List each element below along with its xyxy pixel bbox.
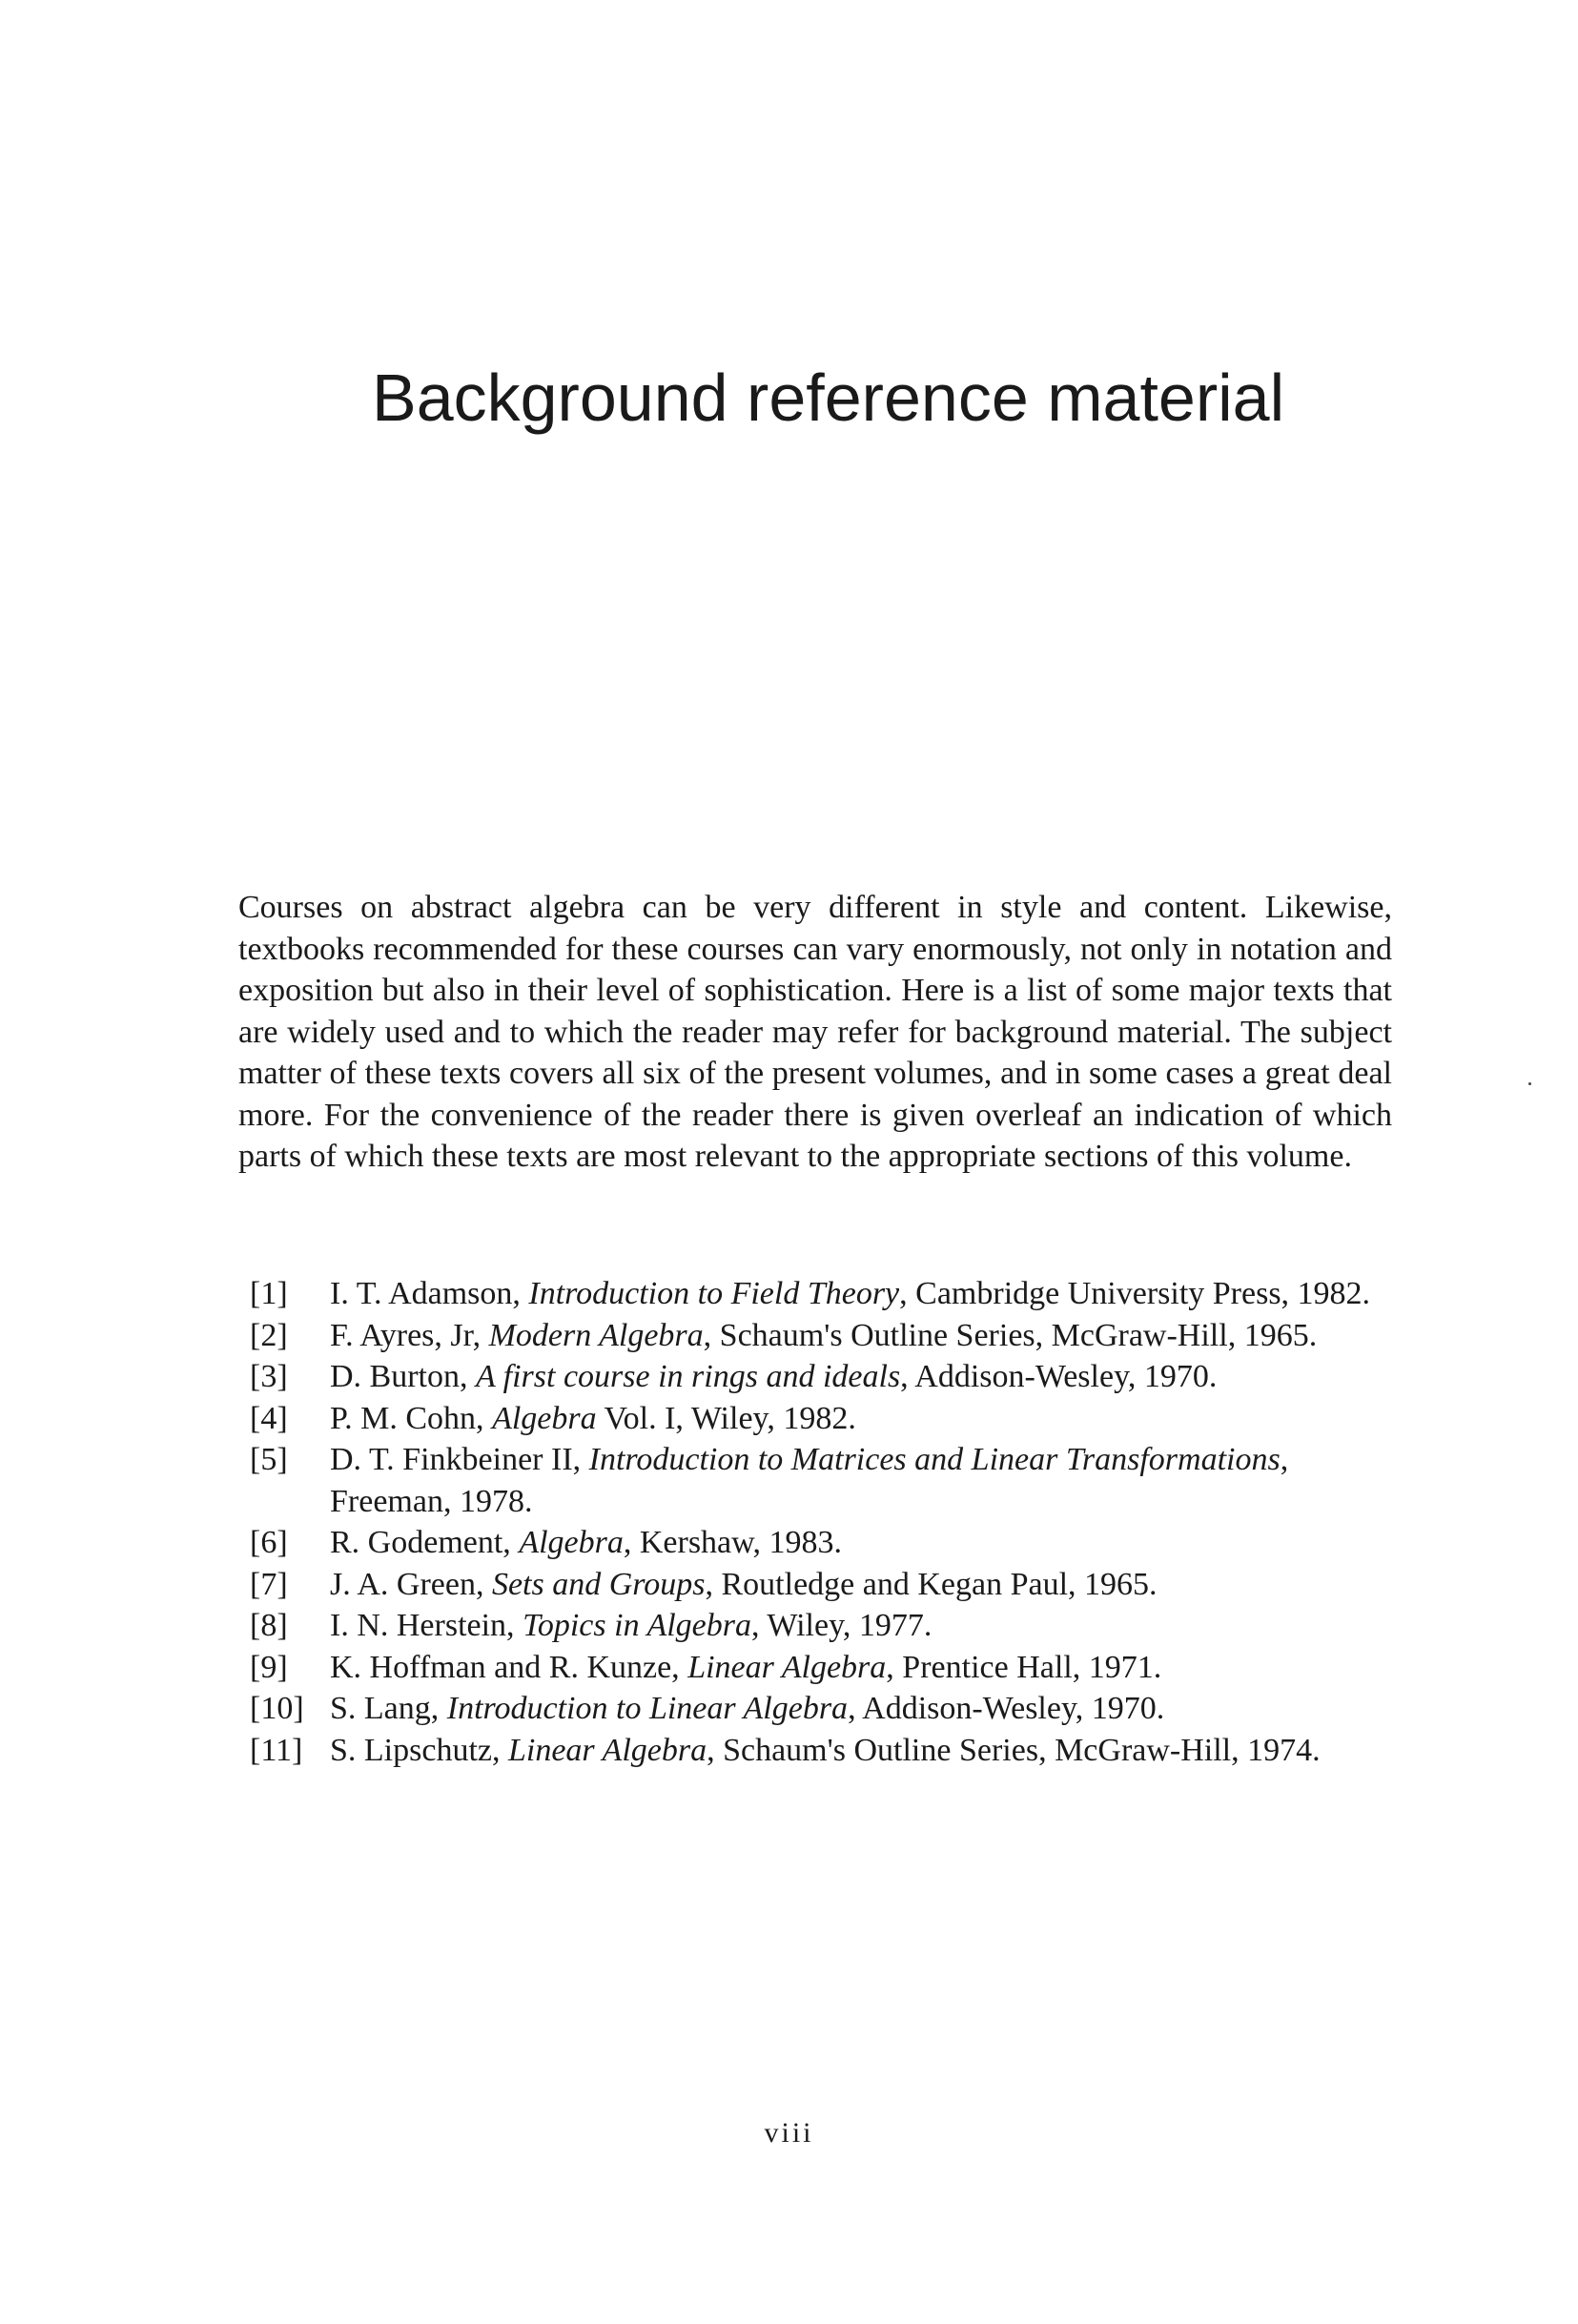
reference-author: S. Lang, [330,1691,447,1726]
reference-publisher: Vol. I, Wiley, 1982. [596,1400,856,1436]
reference-publisher: , Cambridge University Press, 1982. [899,1276,1371,1311]
reference-number: [9] [250,1649,288,1685]
reference-item [250,1356,1394,1398]
reference-author: D. T. Finkbeiner II, [330,1442,589,1477]
reference-item [250,1273,1394,1315]
reference-author: S. Lipschutz, [330,1732,508,1768]
reference-item [250,1398,1394,1440]
reference-publisher: , Addison-Wesley, 1970. [900,1359,1218,1394]
reference-item [250,1315,1394,1357]
reference-item [250,1564,1394,1606]
reference-number: [8] [250,1608,288,1643]
reference-author: R. Godement, [330,1525,520,1560]
reference-title: Sets and Groups [491,1566,706,1602]
reference-author: I. T. Adamson, [330,1276,529,1311]
scan-speck [1528,1082,1531,1085]
reference-list [250,1273,1394,1771]
reference-item [250,1730,1394,1772]
reference-title: Introduction to Linear Algebra [446,1691,849,1726]
reference-number: [7] [250,1566,288,1602]
reference-author: D. Burton, [330,1359,476,1394]
page-title: Background reference material [372,360,1285,435]
page-number: viii [764,2117,814,2149]
reference-author: P. M. Cohn, [330,1400,493,1436]
reference-item [250,1647,1394,1689]
reference-item [250,1522,1394,1564]
reference-item [250,1688,1394,1730]
reference-title: Linear Algebra [687,1649,887,1685]
reference-publisher: , Prentice Hall, 1971. [886,1649,1162,1685]
reference-title: Topics in Algebra [523,1608,751,1643]
reference-author: J. A. Green, [330,1566,492,1602]
reference-publisher: , Schaum's Outline Series, McGraw-Hill, 1974. [707,1732,1321,1768]
reference-author: F. Ayres, Jr, [330,1317,489,1353]
reference-title: Introduction to Field Theory [528,1276,900,1311]
reference-number: [2] [250,1317,288,1353]
intro-paragraph: Courses on abstract algebra can be very different in style and content. Likewise, textbooks recommended for these courses can vary enormously, not only in notation and exposition but also in their level of sophistication. Here is a list of some major texts that are widely used and to which the reader may refer for background material. The subject matter of these texts covers all six of the present volumes, and in some cases a great deal more. For the convenience of the reader there is given overleaf an indication of which parts of which these texts are most relevant to the appropriate sections of this volume. [238,890,1392,1174]
reference-publisher: , Freeman, 1978. [330,1442,1289,1519]
reference-publisher: , Schaum's Outline Series, McGraw-Hill, 1965. [703,1317,1318,1353]
reference-title: A first course in rings and ideals [476,1359,901,1394]
reference-author: K. Hoffman and R. Kunze, [330,1649,688,1685]
reference-item [250,1439,1394,1522]
reference-number: [3] [250,1359,288,1394]
reference-item [250,1605,1394,1647]
reference-number: [4] [250,1400,288,1436]
reference-title: Modern Algebra [488,1317,704,1353]
reference-title: Introduction to Matrices and Linear Transformations [588,1442,1281,1477]
reference-number: [10] [250,1691,304,1726]
reference-publisher: , Routledge and Kegan Paul, 1965. [705,1566,1158,1602]
reference-title: Algebra [492,1400,597,1436]
reference-publisher: , Addison-Wesley, 1970. [848,1691,1165,1726]
reference-number: [5] [250,1442,288,1477]
reference-title: Algebra [519,1525,624,1560]
reference-title: Linear Algebra [507,1732,707,1768]
reference-author: I. N. Herstein, [330,1608,523,1643]
reference-number: [6] [250,1525,288,1560]
reference-number: [1] [250,1276,288,1311]
reference-publisher: , Kershaw, 1983. [623,1525,842,1560]
reference-number: [11] [250,1732,303,1768]
reference-publisher: , Wiley, 1977. [751,1608,932,1643]
